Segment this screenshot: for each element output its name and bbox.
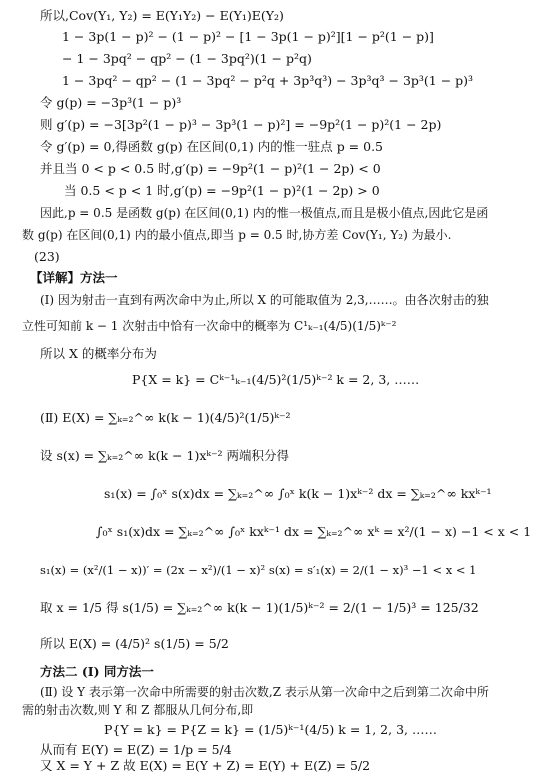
formula-line: 所以 E(X) = (4/5)² s(1/5) = 5/2 xyxy=(40,636,229,651)
text-line: 当 0.5 < p < 1 时,g′(p) = −9p²(1 − p)²(1 − 2p) > 0 xyxy=(64,183,380,198)
question-number: (23) xyxy=(34,249,60,264)
formula-line: − 1 − 3pq² − qp² − (1 − 3pq²)(1 − p²q) xyxy=(62,51,312,66)
formula-line: 又 X = Y + Z 故 E(X) = E(Y + Z) = E(Y) + E(Z) = 5/2 xyxy=(40,758,371,773)
formula-line: 设 s(x) = ∑ₖ₌₂^∞ k(k − 1)xᵏ⁻² 两端积分得 xyxy=(40,448,290,463)
text-line: 并且当 0 < p < 0.5 时,g′(p) = −9p²(1 − p)²(1 − 2p) < 0 xyxy=(40,161,381,176)
formula-line: P{Y = k} = P{Z = k} = (1/5)ᵏ⁻¹(4/5) k = 1, 2, 3, …… xyxy=(104,722,437,737)
text-line: 立性可知前 k − 1 次射击中恰有一次命中的概率为 C¹ₖ₋₁(4/5)(1/5)ᵏ⁻² xyxy=(22,319,397,333)
text-line: (Ⅱ) 设 Y 表示第一次命中所需要的射击次数,Z 表示从第一次命中之后到第二次命中所 xyxy=(40,685,489,699)
text-line: 因此,p = 0.5 是函数 g(p) 在区间(0,1) 内的惟一极值点,而且是极小值点,因此它是函 xyxy=(40,206,489,220)
formula-line: s₁(x) = (x²/(1 − x))′ = (2x − x²)/(1 − x)² s(x) = s′₁(x) = 2/(1 − x)³ −1 < x < 1 xyxy=(40,563,477,577)
formula-line: (Ⅱ) E(X) = ∑ₖ₌₂^∞ k(k − 1)(4/5)²(1/5)ᵏ⁻² xyxy=(40,410,291,425)
formula-line: ∫₀ˣ s₁(x)dx = ∑ₖ₌₂^∞ ∫₀ˣ kxᵏ⁻¹ dx = ∑ₖ₌₂^∞ xᵏ = x²/(1 − x) −1 < x < 1 xyxy=(96,524,532,539)
text-line: (Ⅰ) 因为射击一直到有两次命中为止,所以 X 的可能取值为 2,3,……。由各次射击的独 xyxy=(40,293,489,307)
section-heading: 【详解】方法一 xyxy=(30,270,118,285)
text-line: 数 g(p) 在区间(0,1) 内的最小值点,即当 p = 0.5 时,协方差 Cov(Y₁, Y₂) 为最小. xyxy=(22,228,452,242)
text-line: 所以 X 的概率分布为 xyxy=(40,346,157,361)
text-line: 令 g(p) = −3p³(1 − p)³ xyxy=(40,95,182,110)
section-heading: 方法二 (Ⅰ) 同方法一 xyxy=(40,664,154,679)
formula-line: s₁(x) = ∫₀ˣ s(x)dx = ∑ₖ₌₂^∞ ∫₀ˣ k(k − 1)xᵏ⁻² dx = ∑ₖ₌₂^∞ kxᵏ⁻¹ xyxy=(104,486,492,501)
formula-line: 1 − 3p(1 − p)² − (1 − p)² − [1 − 3p(1 − p)²][1 − p²(1 − p)] xyxy=(62,29,434,44)
text-line: 需的射击次数,则 Y 和 Z 都服从几何分布,即 xyxy=(22,703,254,717)
formula-line: 从而有 E(Y) = E(Z) = 1/p = 5/4 xyxy=(40,742,232,757)
formula-line: P{X = k} = Cᵏ⁻¹ₖ₋₁(4/5)²(1/5)ᵏ⁻² k = 2, 3, …… xyxy=(132,372,420,387)
text-line: 令 g′(p) = 0,得函数 g(p) 在区间(0,1) 内的惟一驻点 p = 0.5 xyxy=(40,139,383,154)
formula-line: 1 − 3pq² − qp² − (1 − 3pq² − p²q + 3p³q³) − 3p³q³ − 3p³(1 − p)³ xyxy=(62,73,474,88)
text-line: 所以,Cov(Y₁, Y₂) = E(Y₁Y₂) − E(Y₁)E(Y₂) xyxy=(40,8,284,23)
text-line: 则 g′(p) = −3[3p²(1 − p)³ − 3p³(1 − p)²] = −9p²(1 − p)²(1 − 2p) xyxy=(40,117,442,132)
formula-line: 取 x = 1/5 得 s(1/5) = ∑ₖ₌₂^∞ k(k − 1)(1/5)ᵏ⁻² = 2/(1 − 1/5)³ = 125/32 xyxy=(40,600,479,615)
